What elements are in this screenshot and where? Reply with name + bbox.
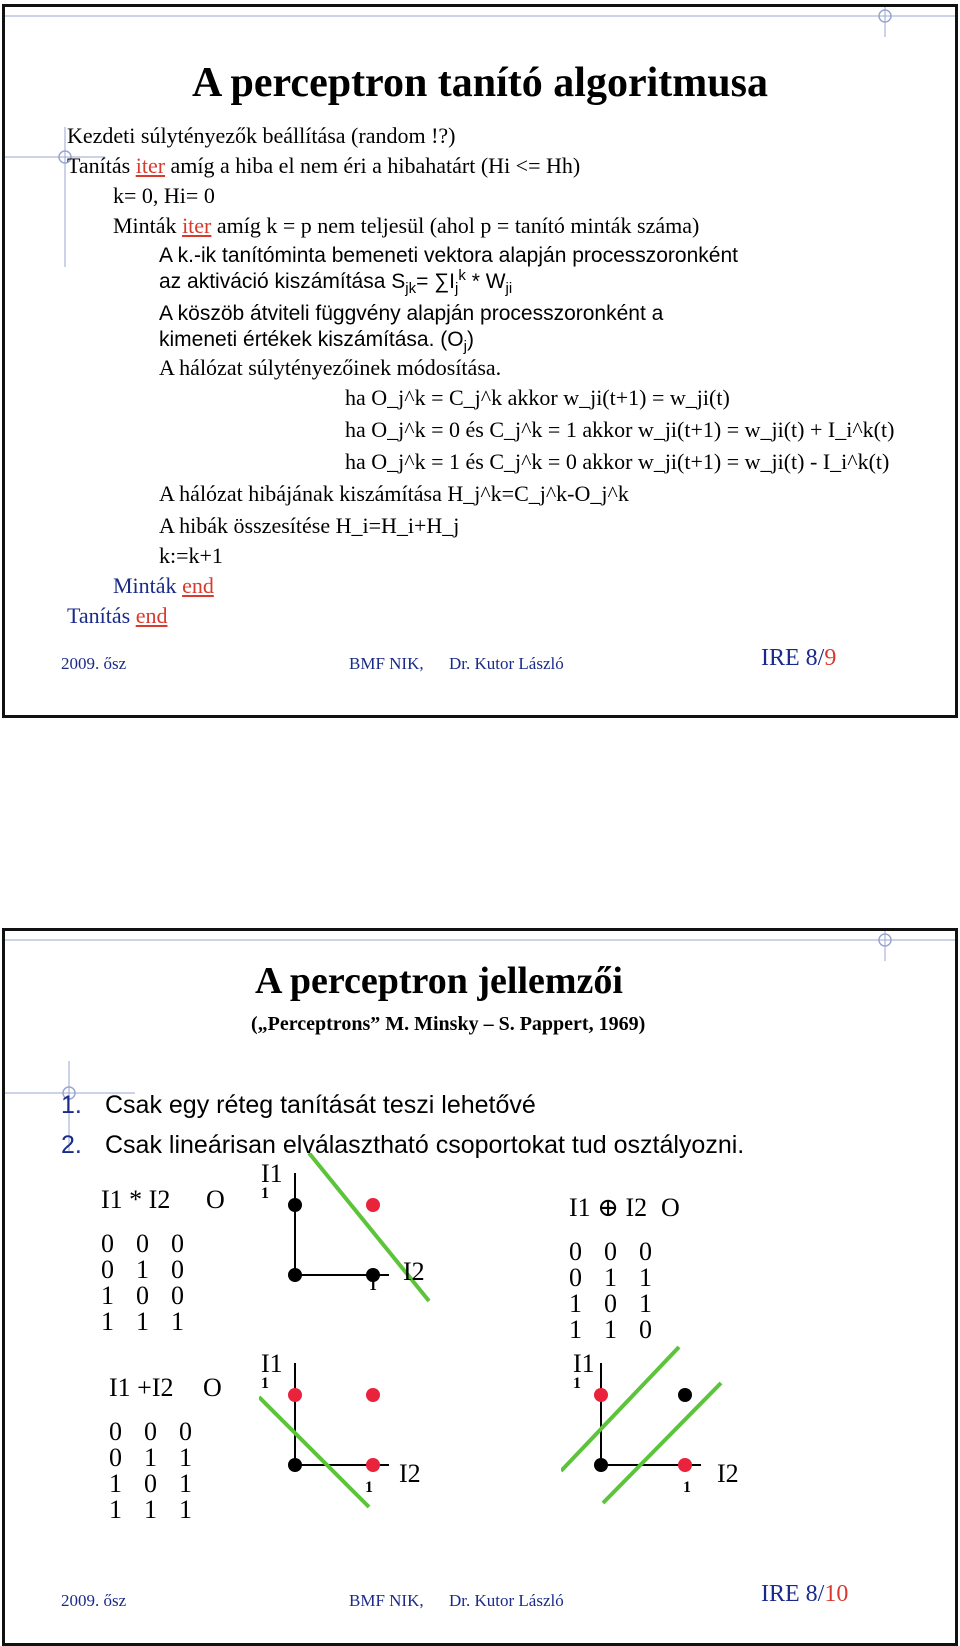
rule-2: ha O_j^k = 0 és C_j^k = 1 akkor w_ji(t+1) = w_ji(t) + I_i^k(t): [345, 417, 895, 442]
footer-org: BMF NIK,: [349, 1591, 424, 1610]
rule-1: ha O_j^k = C_j^k akkor w_ji(t+1) = w_ji(t): [345, 385, 730, 410]
footer-date: 2009. ősz: [61, 1591, 127, 1610]
page-number: IRE 8/10: [761, 1581, 849, 1607]
init-weights-line: Kezdeti súlytényezők beállítása (random !?): [67, 123, 456, 148]
footer-author: Dr. Kutor László: [449, 654, 564, 673]
axis-x-label: I2: [717, 1459, 739, 1488]
axis-y-label: I1: [261, 1159, 283, 1188]
increment-line: k:=k+1: [159, 543, 223, 568]
activation-line-1: A k.-ik tanítóminta bemeneti vektora alapján processzoronként: [159, 244, 738, 267]
error-sum-line: A hibák összesítése H_i=H_i+H_j: [159, 513, 460, 538]
activation-line-2: az aktiváció kiszámítása $S_{jk}= \sum I_j^k * W_{ji}$: [159, 267, 513, 298]
footer-author: Dr. Kutor László: [449, 1591, 564, 1610]
axis-x-label: I2: [403, 1257, 425, 1286]
samples-loop-line: Minták iter amíg k = p nem teljesül (ahol p = tanító minták száma): [113, 213, 700, 238]
table-row: 0 1 0: [101, 1255, 184, 1284]
slide-10: [2, 928, 958, 1646]
axis-x-tick: 1: [683, 1479, 691, 1496]
axis-y-tick: 1: [261, 1185, 269, 1202]
threshold-line-1: A köszöb átviteli függvény alapján processzoronként a: [159, 302, 664, 325]
table-row: 1 0 0: [101, 1281, 184, 1310]
axis-x-tick: 1: [369, 1277, 377, 1294]
table-row: 1 1 1: [101, 1307, 184, 1336]
axis-y-tick: 1: [573, 1375, 581, 1392]
slide-subtitle: („Perceptrons” M. Minsky – S. Pappert, 1969): [251, 1013, 646, 1035]
axis-x-label: I2: [399, 1459, 421, 1488]
rule-3: ha O_j^k = 1 és C_j^k = 0 akkor w_ji(t+1) = w_ji(t) - I_i^k(t): [345, 449, 890, 474]
table-row: 1 1 1: [109, 1495, 192, 1524]
page-number: IRE 8/9: [761, 645, 837, 671]
footer-org: BMF NIK,: [349, 654, 424, 673]
table-row: 0 1 1: [109, 1443, 192, 1472]
end-keyword: end: [182, 573, 214, 598]
or-truth-table: I1 +I2 O 0 0 0 0 1 1 1 0 1 1 1 1: [109, 1373, 222, 1524]
list-item: 1. Csak egy réteg tanítását teszi lehetővé: [61, 1091, 536, 1119]
train-loop-line: Tanítás iter amíg a hiba el nem éri a hibahatárt (Hi <= Hh): [67, 153, 581, 178]
end-keyword: end: [135, 603, 168, 628]
table-row: 0 1 1: [569, 1263, 652, 1292]
slide-title: A perceptron jellemzői: [255, 960, 623, 1002]
list-item: 2. Csak lineárisan elválasztható csoportokat tud osztályozni.: [61, 1131, 745, 1159]
iter-keyword: iter: [182, 213, 212, 238]
and-plot: [259, 1153, 439, 1323]
axis-y-label: I1: [573, 1349, 595, 1378]
axis-x-tick: 1: [365, 1479, 373, 1496]
error-line: A hálózat hibájának kiszámítása H_j^k=C_j^k-O_j^k: [159, 481, 629, 506]
slide-title: A perceptron tanító algoritmusa: [192, 60, 768, 106]
table-row: 0 0 0: [101, 1229, 184, 1258]
footer-date: 2009. ősz: [61, 654, 127, 673]
table-row: 1 0 1: [109, 1469, 192, 1498]
threshold-line-2: kimeneti értékek kiszámítása. $(O_j)$: [159, 328, 474, 356]
axis-y-tick: 1: [261, 1375, 269, 1392]
weight-update-line: A hálózat súlytényezőinek módosítása.: [159, 355, 502, 380]
train-end-line: Tanítás end: [67, 603, 168, 628]
table-row: 1 1 0: [569, 1315, 652, 1344]
table-row: 0 0 0: [109, 1417, 192, 1446]
and-truth-table: I1 * I2 O 0 0 0 0 1 0 1 0 0 1 1 1: [101, 1185, 225, 1336]
iter-keyword: iter: [135, 153, 166, 178]
slide-9: [2, 4, 958, 718]
table-row: 1 0 1: [569, 1289, 652, 1318]
xor-truth-table: I1 ⊕ I2 O 0 0 0 0 1 1 1 0 1 1 1 0: [569, 1193, 680, 1344]
axis-y-label: I1: [261, 1349, 283, 1378]
init-counters-line: k= 0, Hi= 0: [113, 183, 215, 208]
table-row: 0 0 0: [569, 1237, 652, 1266]
samples-end-line: Minták end: [113, 573, 214, 598]
